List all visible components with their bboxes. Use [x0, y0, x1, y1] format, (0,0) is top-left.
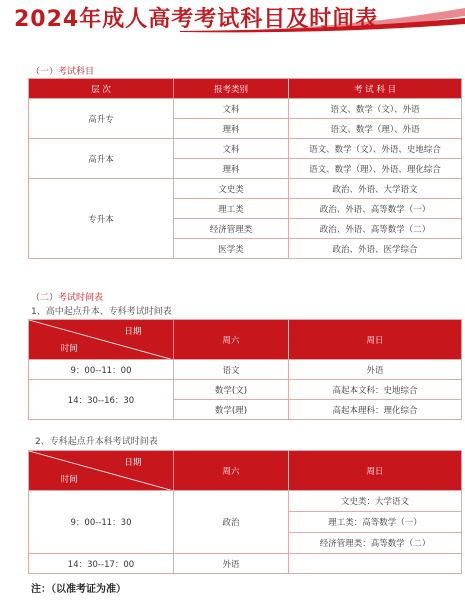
header-saturday: 周六 — [174, 320, 289, 360]
category-cell: 理工类 — [174, 199, 289, 219]
subjects-cell: 政治、外语、医学综合 — [289, 239, 462, 259]
schedule-table-2 — [28, 450, 462, 574]
table-row — [29, 554, 462, 574]
level-cell: 高升本 — [29, 139, 174, 179]
diagonal-line — [29, 320, 174, 360]
diagonal-header-cell — [29, 451, 174, 491]
sunday-cell: 文史类：大学语文 — [289, 491, 462, 512]
table2-label: 2、专科起点升本科考试时间表 — [35, 437, 158, 447]
saturday-cell: 外语 — [174, 554, 289, 574]
header-saturday: 周六 — [174, 451, 289, 491]
page-title: 2024年成人高考考试科目及时间表 — [14, 7, 379, 32]
table1-label: 1、高中起点升本、专科考试时间表 — [31, 307, 172, 317]
header-category: 报考类别 — [174, 79, 289, 99]
header-level: 层 次 — [29, 79, 174, 99]
sunday-cell: 经济管理类：高等数学（二） — [289, 533, 462, 554]
corner-time-label: 时间 — [60, 475, 78, 485]
saturday-cell: 数学(理) — [174, 400, 289, 420]
table-row — [29, 380, 462, 400]
time-cell: 9：00--11：30 — [29, 491, 174, 554]
time-cell: 14：30--17：00 — [29, 554, 174, 574]
sunday-cell: 外语 — [289, 360, 462, 380]
saturday-cell: 语文 — [174, 360, 289, 380]
category-cell: 文科 — [174, 99, 289, 119]
header-subjects: 考 试 科 目 — [289, 79, 462, 99]
section2-label: （二）考试时间表 — [31, 293, 104, 303]
title-band — [0, 0, 465, 34]
corner-date-label: 日期 — [124, 458, 142, 468]
subjects-cell: 语文、数学（理）、外语 — [289, 119, 462, 139]
level-cell: 专升本 — [29, 179, 174, 259]
subjects-table — [28, 78, 462, 259]
table-row — [29, 99, 462, 119]
category-cell: 经济管理类 — [174, 219, 289, 239]
subjects-cell: 语文、数学（文）、外语、史地综合 — [289, 139, 462, 159]
category-cell: 医学类 — [174, 239, 289, 259]
header-sunday: 周日 — [289, 320, 462, 360]
footnote: 注：（以准考证为准） — [31, 584, 126, 595]
section1-label: （一）考试科目 — [31, 67, 95, 77]
subjects-cell: 语文、数学（文）、外语 — [289, 99, 462, 119]
schedule-table-1 — [28, 319, 462, 420]
subjects-cell: 语文、数学（理）、外语、理化综合 — [289, 159, 462, 179]
sunday-cell: 高起本文科：史地综合 — [289, 380, 462, 400]
sunday-cell: 理工类：高等数学（一） — [289, 512, 462, 533]
subjects-cell: 政治、外语、大学语文 — [289, 179, 462, 199]
saturday-cell: 数学(文) — [174, 380, 289, 400]
category-cell: 文史类 — [174, 179, 289, 199]
diagonal-header-cell — [29, 320, 174, 360]
time-cell: 14：30--16：30 — [29, 380, 174, 420]
sunday-cell — [289, 554, 462, 574]
table-row — [29, 491, 462, 512]
category-cell: 文科 — [174, 139, 289, 159]
level-cell: 高升专 — [29, 99, 174, 139]
subjects-cell: 政治、外语、高等数学（二） — [289, 219, 462, 239]
subjects-cell: 政治、外语、高等数学（一） — [289, 199, 462, 219]
corner-time-label: 时间 — [60, 344, 78, 354]
saturday-cell: 政治 — [174, 491, 289, 554]
table-row — [29, 179, 462, 199]
header-sunday: 周日 — [289, 451, 462, 491]
time-cell: 9：00--11：00 — [29, 360, 174, 380]
diagonal-line — [29, 451, 174, 491]
category-cell: 理科 — [174, 159, 289, 179]
corner-date-label: 日期 — [124, 327, 142, 337]
category-cell: 理科 — [174, 119, 289, 139]
sunday-cell: 高起本理科：理化综合 — [289, 400, 462, 420]
table-row — [29, 139, 462, 159]
table-row — [29, 360, 462, 380]
